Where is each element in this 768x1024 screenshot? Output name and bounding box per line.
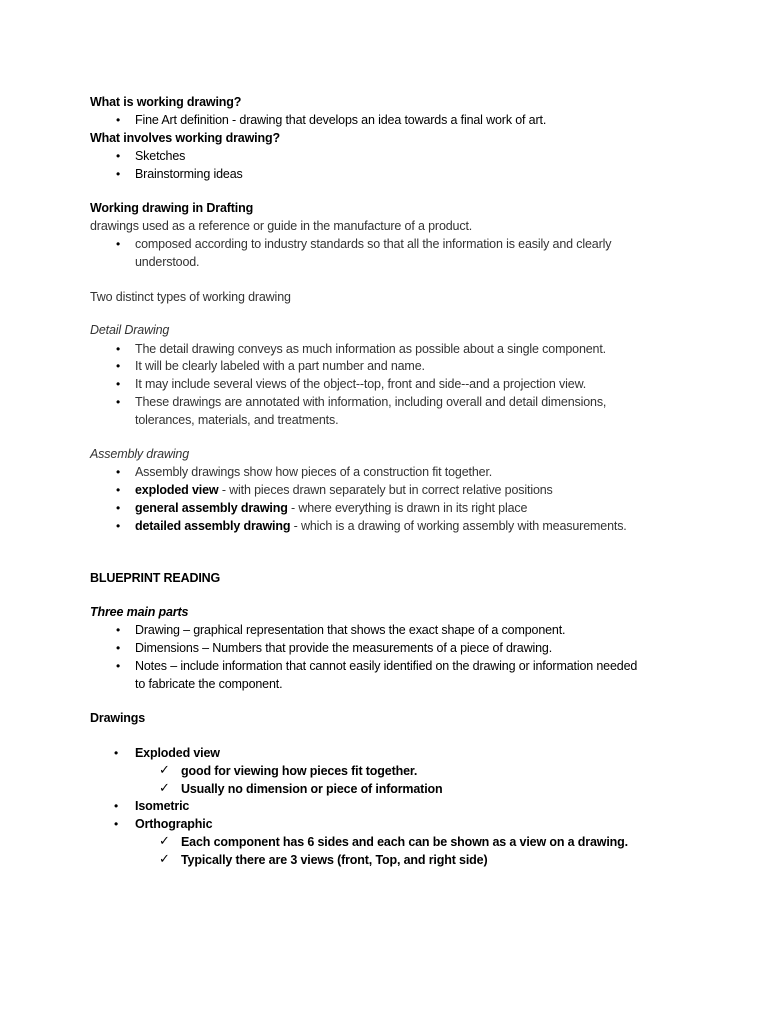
checkmark-icon: ✓ (159, 762, 170, 777)
bullet-icon: • (116, 113, 121, 127)
bullet-icon: • (116, 167, 121, 181)
detail-bullet-4-line2: tolerances, materials, and treatments. (135, 413, 339, 427)
heading-drawings: Drawings (90, 711, 146, 725)
bullet-icon: • (116, 519, 121, 533)
drawings-exploded-view: Exploded view (135, 746, 220, 760)
bullet-icon: • (116, 395, 121, 409)
heading-assembly-drawing: Assembly drawing (90, 447, 190, 461)
bullet-icon: • (116, 641, 121, 655)
bullet-icon: • (116, 342, 121, 356)
bullet-icon: • (116, 465, 121, 479)
general-assembly-term: general assembly drawing (135, 501, 288, 515)
general-assembly-text: - where everything is drawn in its right place (287, 501, 528, 515)
detail-bullet-4-line1: These drawings are annotated with information, including overall and detail dimensions, (135, 395, 607, 409)
fine-art-text: - drawing that develops an idea towards a final work of art. (228, 113, 547, 127)
assembly-bullet-3 (135, 500, 527, 516)
drafting-bullet-line2: understood. (135, 255, 200, 269)
bullet-icon: • (116, 149, 121, 163)
drawings-isometric: Isometric (135, 799, 190, 813)
drawings-orthographic: Orthographic (135, 817, 213, 831)
detail-bullet-3: It may include several views of the object--top, front and side--and a projection view. (135, 377, 587, 391)
blueprint-bullet-drawing: Drawing – graphical representation that shows the exact shape of a component. (135, 623, 566, 637)
bullet-icon: • (116, 359, 121, 373)
list-item-sketches: Sketches (135, 149, 186, 163)
bullet-icon: • (116, 237, 121, 251)
bullet-icon: • (114, 799, 119, 813)
detail-bullet-1: The detail drawing conveys as much information as possible about a single component. (135, 342, 607, 356)
checkmark-icon: ✓ (159, 851, 170, 866)
ortho-check-1: Each component has 6 sides and each can be shown as a view on a drawing. (181, 835, 628, 849)
blueprint-bullet-notes-line1: Notes – include information that cannot easily identified on the drawing or information needed (135, 659, 638, 673)
question-what-involves: What involves working drawing? (90, 131, 280, 145)
assembly-bullet-4 (135, 518, 627, 534)
checkmark-icon: ✓ (159, 780, 170, 795)
list-item-brainstorming: Brainstorming ideas (135, 167, 243, 181)
exploded-check-2: Usually no dimension or piece of information (181, 782, 443, 796)
drafting-bullet-line1: composed according to industry standards so that all the information is easily and clearly (135, 237, 612, 251)
bullet-icon: • (116, 377, 121, 391)
bullet-icon: • (116, 659, 121, 673)
detail-bullet-2: It will be clearly labeled with a part number and name. (135, 359, 425, 373)
bullet-icon: • (116, 501, 121, 515)
fine-art-term: Fine Art definition (135, 113, 229, 127)
detailed-assembly-text: - which is a drawing of working assembly with measurements. (290, 519, 627, 533)
exploded-view-term: exploded view (135, 483, 219, 497)
ortho-check-2: Typically there are 3 views (front, Top, and right side) (181, 853, 488, 867)
heading-detail-drawing: Detail Drawing (90, 323, 170, 337)
exploded-view-text: - with pieces drawn separately but in correct relative positions (218, 483, 553, 497)
exploded-check-1: good for viewing how pieces fit together. (181, 764, 418, 778)
fine-art-definition (135, 112, 546, 128)
detailed-assembly-term: detailed assembly drawing (135, 519, 291, 533)
bullet-icon: • (116, 623, 121, 637)
heading-three-main-parts: Three main parts (90, 605, 189, 619)
question-what-is-working-drawing: What is working drawing? (90, 95, 242, 109)
heading-blueprint-reading: BLUEPRINT READING (90, 571, 221, 585)
bullet-icon: • (116, 483, 121, 497)
checkmark-icon: ✓ (159, 833, 170, 848)
bullet-icon: • (114, 746, 119, 760)
heading-two-types: Two distinct types of working drawing (90, 290, 291, 304)
heading-working-drawing-drafting: Working drawing in Drafting (90, 201, 254, 215)
bullet-icon: • (114, 817, 119, 831)
blueprint-bullet-notes-line2: to fabricate the component. (135, 677, 283, 691)
assembly-bullet-2 (135, 482, 553, 498)
blueprint-bullet-dimensions: Dimensions – Numbers that provide the measurements of a piece of drawing. (135, 641, 553, 655)
assembly-bullet-1: Assembly drawings show how pieces of a construction fit together. (135, 465, 493, 479)
drafting-description: drawings used as a reference or guide in the manufacture of a product. (90, 219, 473, 233)
